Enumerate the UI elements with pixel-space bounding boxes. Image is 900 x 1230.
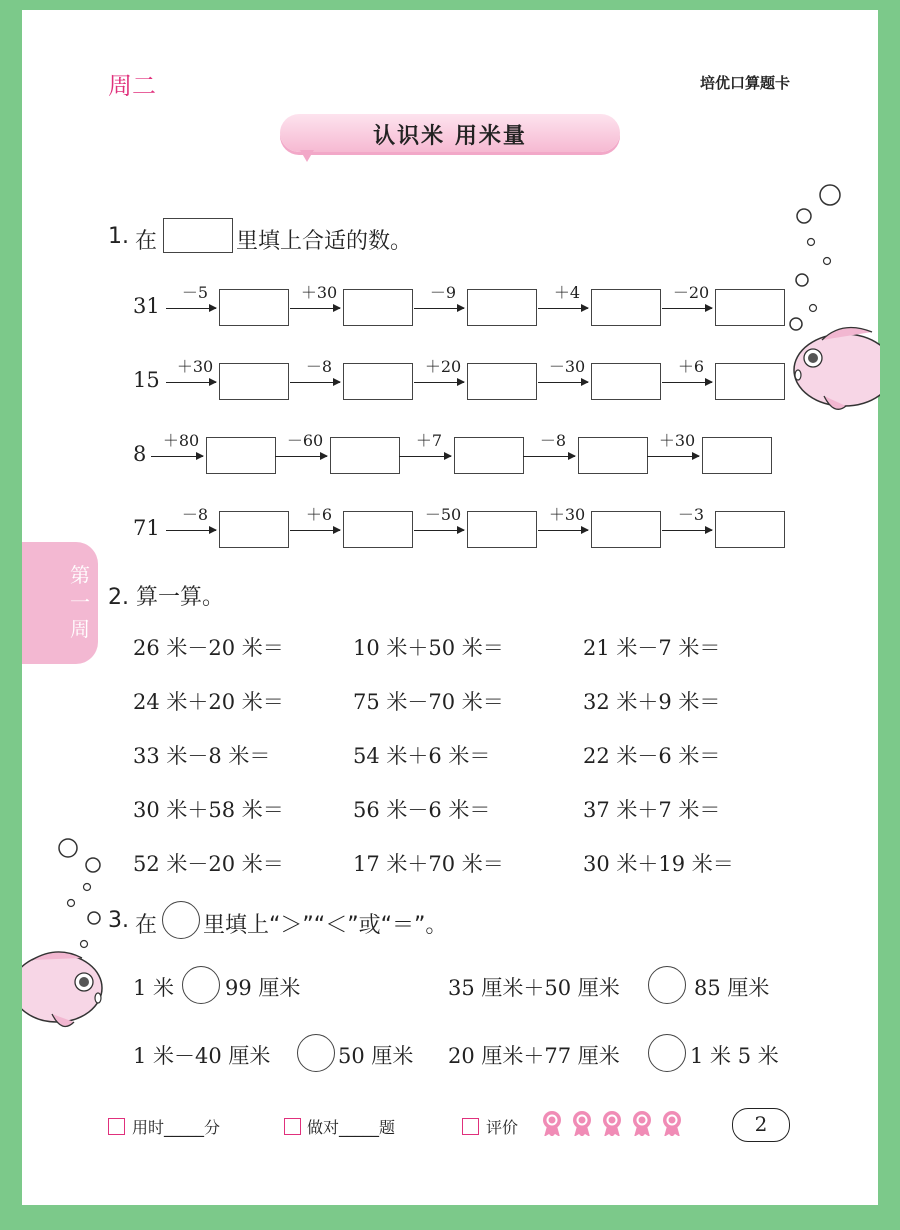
bubble xyxy=(790,318,802,330)
chain-operation: －8 xyxy=(539,431,567,450)
fish-body-icon xyxy=(794,334,880,406)
chain-arrow-icon xyxy=(538,530,588,531)
answer-box[interactable] xyxy=(343,363,413,400)
calc-problem: 30 米＋19 米＝ xyxy=(583,852,734,876)
q3-item-2-right: 85 厘米 xyxy=(694,976,770,1000)
q3-item-4-left: 20 厘米＋77 厘米 xyxy=(448,1044,620,1068)
bubble xyxy=(84,884,91,891)
chain-arrow-icon xyxy=(166,382,216,383)
q3-item-3-left: 1 米－40 厘米 xyxy=(133,1044,271,1068)
ribbon-rating-icon[interactable] xyxy=(540,1110,562,1136)
chain-arrow-icon xyxy=(662,308,712,309)
calc-problem: 10 米＋50 米＝ xyxy=(353,636,504,660)
q3-item-3-circle[interactable] xyxy=(297,1034,335,1072)
calc-problem: 17 米＋70 米＝ xyxy=(353,852,504,876)
answer-box[interactable] xyxy=(467,289,537,326)
chain-operation: ＋30 xyxy=(658,431,696,450)
bubble xyxy=(824,258,831,265)
chain-arrow-icon xyxy=(647,456,699,457)
calc-problem: 26 米－20 米＝ xyxy=(133,636,284,660)
side-tab-label: 第一周 xyxy=(70,563,90,641)
q1-text-after: 里填上合适的数。 xyxy=(236,229,413,254)
q3-item-4-circle[interactable] xyxy=(648,1034,686,1072)
time-checkbox[interactable] xyxy=(108,1118,125,1135)
q3-item-4-right: 1 米 5 米 xyxy=(690,1044,779,1068)
chain-arrow-icon xyxy=(523,456,575,457)
answer-box[interactable] xyxy=(591,363,661,400)
chain-arrow-icon xyxy=(414,382,464,383)
rating-checkbox[interactable] xyxy=(462,1118,479,1135)
chain-operation: －20 xyxy=(672,283,710,302)
ribbon-rating-icon[interactable] xyxy=(600,1110,622,1136)
chain-arrow-icon xyxy=(290,382,340,383)
bubble xyxy=(86,858,100,872)
answer-box[interactable] xyxy=(219,289,289,326)
chain-arrow-icon xyxy=(538,308,588,309)
chain-start-number: 71 xyxy=(133,516,160,540)
bubble xyxy=(68,900,75,907)
chain-arrow-icon xyxy=(151,456,203,457)
page-number: 2 xyxy=(732,1108,790,1142)
fish-with-bubbles-left xyxy=(22,830,122,1040)
chain-operation: －9 xyxy=(429,283,457,302)
chain-arrow-icon xyxy=(166,308,216,309)
lesson-title: 认识米 用米量 xyxy=(373,124,527,149)
calc-problem: 32 米＋9 米＝ xyxy=(583,690,721,714)
q3-text-before: 在 xyxy=(135,913,158,938)
bubble xyxy=(797,209,811,223)
calc-problem: 54 米＋6 米＝ xyxy=(353,744,491,768)
answer-box[interactable] xyxy=(578,437,648,474)
answer-box[interactable] xyxy=(467,511,537,548)
chain-operation: ＋80 xyxy=(162,431,200,450)
chain-operation: ＋6 xyxy=(677,357,705,376)
q3-number: 3. xyxy=(108,908,129,933)
q2-title: 2. 算一算。 xyxy=(108,585,224,610)
q3-item-2-circle[interactable] xyxy=(648,966,686,1004)
chain-operation: －30 xyxy=(548,357,586,376)
bubble xyxy=(88,912,100,924)
rating-label: 评价 xyxy=(486,1118,519,1137)
bubble xyxy=(810,305,817,312)
answer-box[interactable] xyxy=(454,437,524,474)
answer-box[interactable] xyxy=(343,289,413,326)
chain-operation: ＋30 xyxy=(176,357,214,376)
time-spent-label: 用时_____分 xyxy=(132,1118,221,1137)
q3-item-1-circle[interactable] xyxy=(182,966,220,1004)
answer-box[interactable] xyxy=(219,363,289,400)
answer-box[interactable] xyxy=(206,437,276,474)
answer-box[interactable] xyxy=(715,289,785,326)
answer-box[interactable] xyxy=(715,363,785,400)
calc-problem: 30 米＋58 米＝ xyxy=(133,798,284,822)
calc-problem: 37 米＋7 米＝ xyxy=(583,798,721,822)
q3-item-2-left: 35 厘米＋50 厘米 xyxy=(448,976,620,1000)
q3-text-after: 里填上“＞”“＜”或“＝”。 xyxy=(203,913,448,938)
calc-problem: 52 米－20 米＝ xyxy=(133,852,284,876)
q3-example-circle xyxy=(162,901,200,939)
chain-operation: ＋6 xyxy=(305,505,333,524)
bubble xyxy=(796,274,808,286)
chain-start-number: 31 xyxy=(133,294,160,318)
chain-operation: ＋30 xyxy=(548,505,586,524)
answer-box[interactable] xyxy=(591,511,661,548)
bubble xyxy=(820,185,840,205)
q3-item-1-right: 99 厘米 xyxy=(225,976,301,1000)
calc-problem: 24 米＋20 米＝ xyxy=(133,690,284,714)
q3-item-3-right: 50 厘米 xyxy=(338,1044,414,1068)
chain-operation: ＋7 xyxy=(415,431,443,450)
chain-operation: －3 xyxy=(677,505,705,524)
calc-problem: 22 米－6 米＝ xyxy=(583,744,721,768)
calc-problem: 21 米－7 米＝ xyxy=(583,636,721,660)
ribbon-rating-icon[interactable] xyxy=(570,1110,592,1136)
book-title: 培优口算题卡 xyxy=(699,74,790,92)
q1-text-before: 在 xyxy=(135,229,158,254)
chain-operation: －50 xyxy=(424,505,462,524)
correct-checkbox[interactable] xyxy=(284,1118,301,1135)
chain-arrow-icon xyxy=(662,530,712,531)
bubble xyxy=(59,839,77,857)
chain-arrow-icon xyxy=(166,530,216,531)
q3-item-1-left: 1 米 xyxy=(133,976,175,1000)
calc-problem: 33 米－8 米＝ xyxy=(133,744,271,768)
chain-operation: －60 xyxy=(286,431,324,450)
ribbon-rating-icon[interactable] xyxy=(630,1110,652,1136)
answer-box[interactable] xyxy=(702,437,772,474)
chain-operation: －8 xyxy=(305,357,333,376)
q1-number: 1. xyxy=(108,224,129,249)
calc-problem: 75 米－70 米＝ xyxy=(353,690,504,714)
answer-box[interactable] xyxy=(330,437,400,474)
chain-operation: ＋4 xyxy=(553,283,581,302)
chain-arrow-icon xyxy=(399,456,451,457)
answer-box[interactable] xyxy=(467,363,537,400)
chain-arrow-icon xyxy=(662,382,712,383)
ribbon-rating-icon[interactable] xyxy=(660,1110,682,1136)
chain-arrow-icon xyxy=(290,308,340,309)
answer-box[interactable] xyxy=(591,289,661,326)
chain-arrow-icon xyxy=(414,308,464,309)
chain-arrow-icon xyxy=(538,382,588,383)
banner-tail xyxy=(300,150,314,162)
bubble xyxy=(81,941,88,948)
chain-start-number: 15 xyxy=(133,368,160,392)
answer-box[interactable] xyxy=(343,511,413,548)
answer-box[interactable] xyxy=(219,511,289,548)
day-label: 周二 xyxy=(108,72,156,100)
bubble xyxy=(808,239,815,246)
chain-operation: ＋30 xyxy=(300,283,338,302)
chain-arrow-icon xyxy=(414,530,464,531)
answer-box[interactable] xyxy=(715,511,785,548)
fish-with-bubbles-right xyxy=(782,180,880,420)
chain-operation: －5 xyxy=(181,283,209,302)
chain-arrow-icon xyxy=(290,530,340,531)
chain-operation: ＋20 xyxy=(424,357,462,376)
correct-count-label: 做对_____题 xyxy=(307,1118,396,1137)
q1-example-box xyxy=(163,218,233,253)
chain-arrow-icon xyxy=(275,456,327,457)
chain-operation: －8 xyxy=(181,505,209,524)
chain-start-number: 8 xyxy=(133,442,147,466)
calc-problem: 56 米－6 米＝ xyxy=(353,798,491,822)
